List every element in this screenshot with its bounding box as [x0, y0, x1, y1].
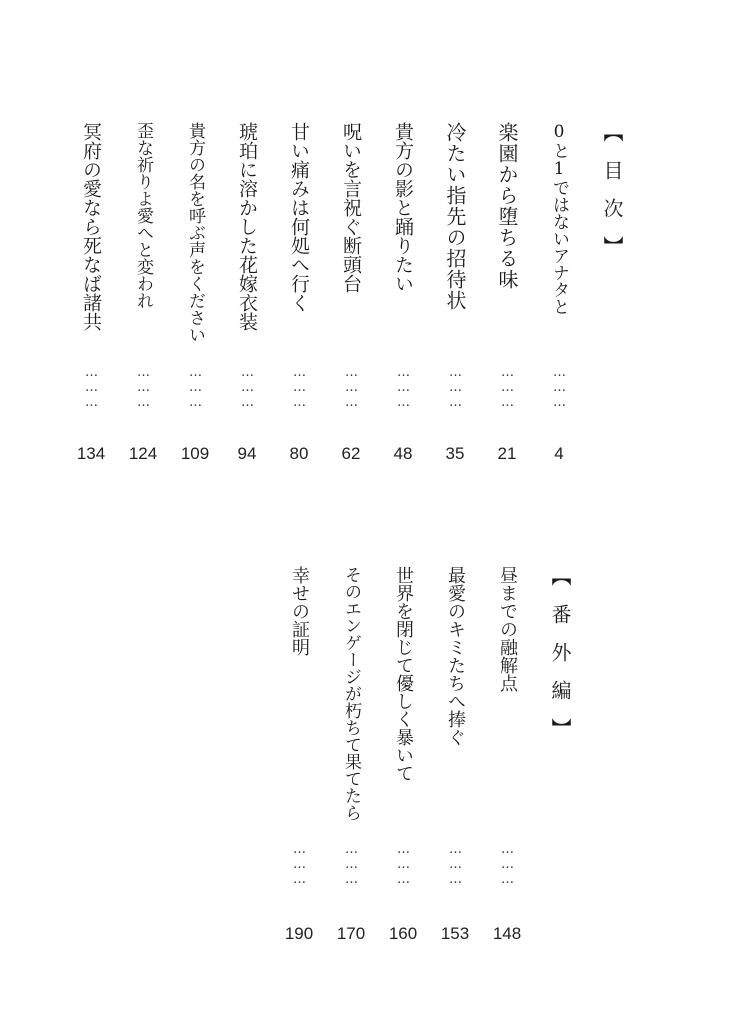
- toc-entry[interactable]: [131, 122, 155, 313]
- toc-entry-title: 冥府の愛なら死なば諸共: [80, 122, 102, 331]
- toc-entry-title: 貴方の影と踊りたい: [392, 122, 414, 293]
- extras-entry[interactable]: [287, 566, 311, 660]
- toc-entry[interactable]: [183, 122, 207, 347]
- extras-page-number: 160: [388, 924, 418, 943]
- extras-page-number: 190: [284, 924, 314, 943]
- extras-entry-title: 昼までの融解点: [497, 566, 518, 692]
- toc-page-number: 124: [128, 444, 158, 463]
- leader-dots: ………: [500, 842, 515, 887]
- extras-leader: [391, 842, 415, 891]
- toc-entry[interactable]: [443, 122, 467, 315]
- extras-entry-title: そのエンゲージが朽ちて果てたら: [341, 566, 361, 821]
- toc-entry-title: 甘い痛みは何処へ行く: [288, 122, 310, 312]
- leader-dots: ………: [396, 842, 411, 887]
- toc-page-number: 80: [289, 444, 309, 463]
- toc-page-number: 94: [237, 444, 257, 463]
- extras-entry-title: 世界を閉じて優しく暴いて: [393, 566, 414, 782]
- toc-entry[interactable]: [79, 122, 103, 335]
- extras-page-number: 153: [440, 924, 470, 943]
- leader-dots: ………: [240, 365, 255, 410]
- toc-entry-title: 冷たい指先の招待状: [443, 122, 467, 311]
- toc-entry[interactable]: [391, 122, 415, 297]
- extras-entry-title: 最愛のキミたちへ捧ぐ: [445, 566, 466, 746]
- extras-entry[interactable]: [495, 566, 519, 696]
- toc-page-number: 134: [76, 444, 106, 463]
- extras-leader: [287, 842, 311, 891]
- extras-entry-title: 幸せの証明: [289, 566, 310, 656]
- leader-dots: ………: [448, 365, 463, 410]
- toc-entry-title: 貴方の名を呼ぶ声をください: [185, 122, 205, 343]
- leader-dots: ………: [500, 365, 515, 410]
- toc-entry-title: 楽園から堕ちる味: [495, 122, 519, 290]
- toc-page-number: 4: [554, 444, 564, 463]
- extras-leader: [495, 842, 519, 891]
- toc-leader: [183, 365, 207, 414]
- toc-entry[interactable]: [287, 122, 311, 316]
- toc-leader: [547, 365, 571, 414]
- leader-dots: ………: [448, 842, 463, 887]
- leader-dots: ………: [396, 365, 411, 410]
- leader-dots: ………: [552, 365, 567, 410]
- extras-title: 【番外編】: [548, 566, 572, 756]
- toc-title: 【目次】: [600, 122, 624, 274]
- leader-dots: ………: [136, 365, 151, 410]
- toc-leader: [131, 365, 155, 414]
- toc-page-number: 109: [180, 444, 210, 463]
- toc-page-number: 62: [341, 444, 361, 463]
- leader-dots: ………: [344, 365, 359, 410]
- toc-leader: [443, 365, 467, 414]
- toc-leader: [339, 365, 363, 414]
- toc-entry-title: 琥珀に溶かした花嫁衣装: [236, 122, 258, 331]
- leader-dots: ………: [292, 365, 307, 410]
- toc-entry-title: 歪な祈りよ愛へと変われ: [133, 122, 153, 309]
- toc-page-number: 35: [445, 444, 465, 463]
- leader-dots: ………: [84, 365, 99, 410]
- leader-dots: ………: [344, 842, 359, 887]
- toc-page-number: 48: [393, 444, 413, 463]
- toc-leader: [391, 365, 415, 414]
- toc-entry[interactable]: [495, 122, 519, 294]
- toc-entry[interactable]: [547, 122, 571, 319]
- toc-leader: [495, 365, 519, 414]
- toc-leader: [79, 365, 103, 414]
- extras-entry[interactable]: [339, 566, 363, 825]
- extras-entry[interactable]: [391, 566, 415, 786]
- toc-entry[interactable]: [339, 122, 363, 297]
- toc-entry-title: 呪いを言祝ぐ断頭台: [340, 122, 362, 293]
- extras-leader: [443, 842, 467, 891]
- leader-dots: ………: [188, 365, 203, 410]
- extras-entry[interactable]: [443, 566, 467, 750]
- toc-heading: [600, 122, 624, 278]
- toc-entry-title: 0と1ではないアナタと: [549, 122, 569, 315]
- extras-page-number: 148: [492, 924, 522, 943]
- leader-dots: ………: [292, 842, 307, 887]
- toc-leader: [287, 365, 311, 414]
- toc-leader: [235, 365, 259, 414]
- extras-page-number: 170: [336, 924, 366, 943]
- toc-entry[interactable]: [235, 122, 259, 335]
- extras-leader: [339, 842, 363, 891]
- extras-heading: [548, 566, 572, 760]
- toc-page-number: 21: [497, 444, 517, 463]
